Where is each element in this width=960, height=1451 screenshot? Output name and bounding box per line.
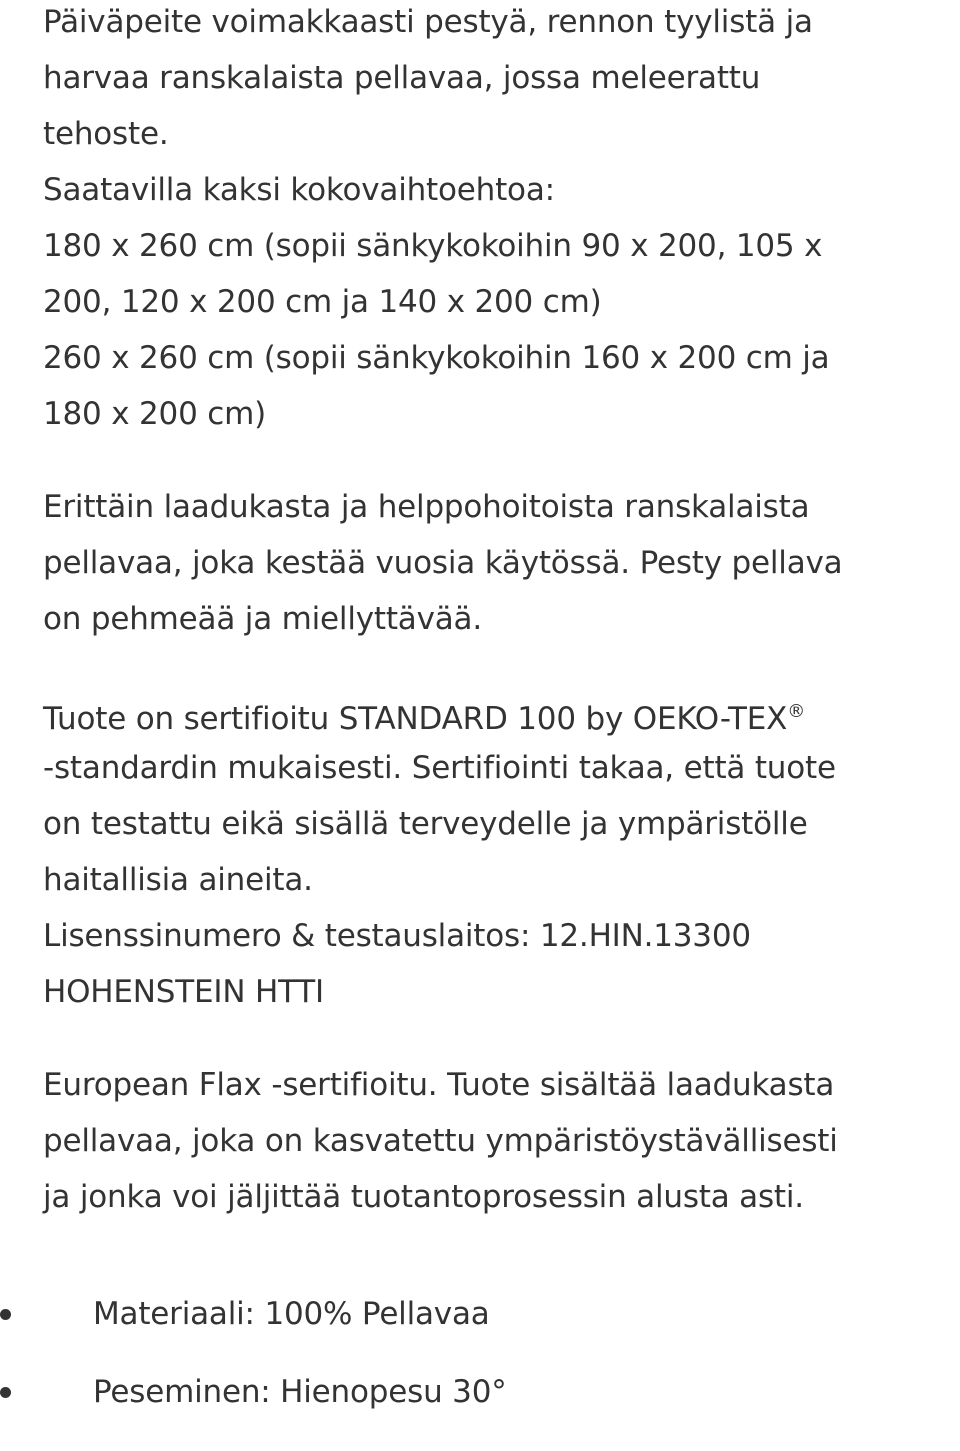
list-item-text: Peseminen: Hienopesu 30° — [93, 1374, 507, 1410]
list-item-material — [43, 1275, 933, 1353]
text-line: tehoste. — [43, 116, 169, 152]
text-line: on pehmeää ja miellyttävää. — [43, 601, 482, 637]
text-line: Saatavilla kaksi kokovaihtoehtoa: — [43, 172, 555, 208]
text-line: ja jonka voi jäljittää tuotantoprosessin alusta asti. — [43, 1179, 804, 1215]
paragraph-european-flax — [43, 1057, 933, 1225]
text-line: 180 x 200 cm) — [43, 396, 266, 432]
text-line: 180 x 260 cm (sopii sänkykokoihin 90 x 200, 105 x — [43, 228, 823, 264]
text-line — [43, 684, 933, 740]
text-line: European Flax -sertifioitu. Tuote sisältää laadukasta — [43, 1067, 835, 1103]
text-line: Lisenssinumero & testauslaitos: 12.HIN.13300 — [43, 918, 751, 954]
list-item-text: Materiaali: 100% Pellavaa — [93, 1296, 490, 1332]
paragraph-oeko-tex — [43, 684, 933, 1020]
text-line: 200, 120 x 200 cm ja 140 x 200 cm) — [43, 284, 602, 320]
paragraph-gap — [43, 442, 933, 479]
text-line: -standardin mukaisesti. Sertifiointi takaa, että tuote — [43, 750, 836, 786]
product-specs-list — [43, 1275, 933, 1431]
text-line: 260 x 260 cm (sopii sänkykokoihin 160 x 200 cm ja — [43, 340, 830, 376]
text-line: on testattu eikä sisällä terveydelle ja ympäristölle — [43, 806, 808, 842]
paragraph-gap — [43, 647, 933, 684]
text-line-content: Tuote on sertifioitu STANDARD 100 by OEKO-TEX — [43, 701, 788, 737]
text-line: harvaa ranskalaista pellavaa, jossa meleerattu — [43, 60, 761, 96]
text-line: Erittäin laadukasta ja helppohoitoista ranskalaista — [43, 489, 810, 525]
text-line: pellavaa, joka kestää vuosia käytössä. Pesty pellava — [43, 545, 843, 581]
paragraph-description — [43, 0, 933, 442]
list-gap — [43, 1225, 933, 1275]
registered-mark: ® — [787, 701, 805, 722]
list-item-washing — [43, 1353, 933, 1431]
text-line: HOHENSTEIN HTTI — [43, 974, 324, 1010]
paragraph-quality — [43, 479, 933, 647]
text-line: pellavaa, joka on kasvatettu ympäristöystävällisesti — [43, 1123, 838, 1159]
product-description — [43, 0, 933, 1431]
text-line: haitallisia aineita. — [43, 862, 313, 898]
text-line: Päiväpeite voimakkaasti pestyä, rennon tyylistä ja — [43, 4, 813, 40]
paragraph-gap — [43, 1020, 933, 1057]
